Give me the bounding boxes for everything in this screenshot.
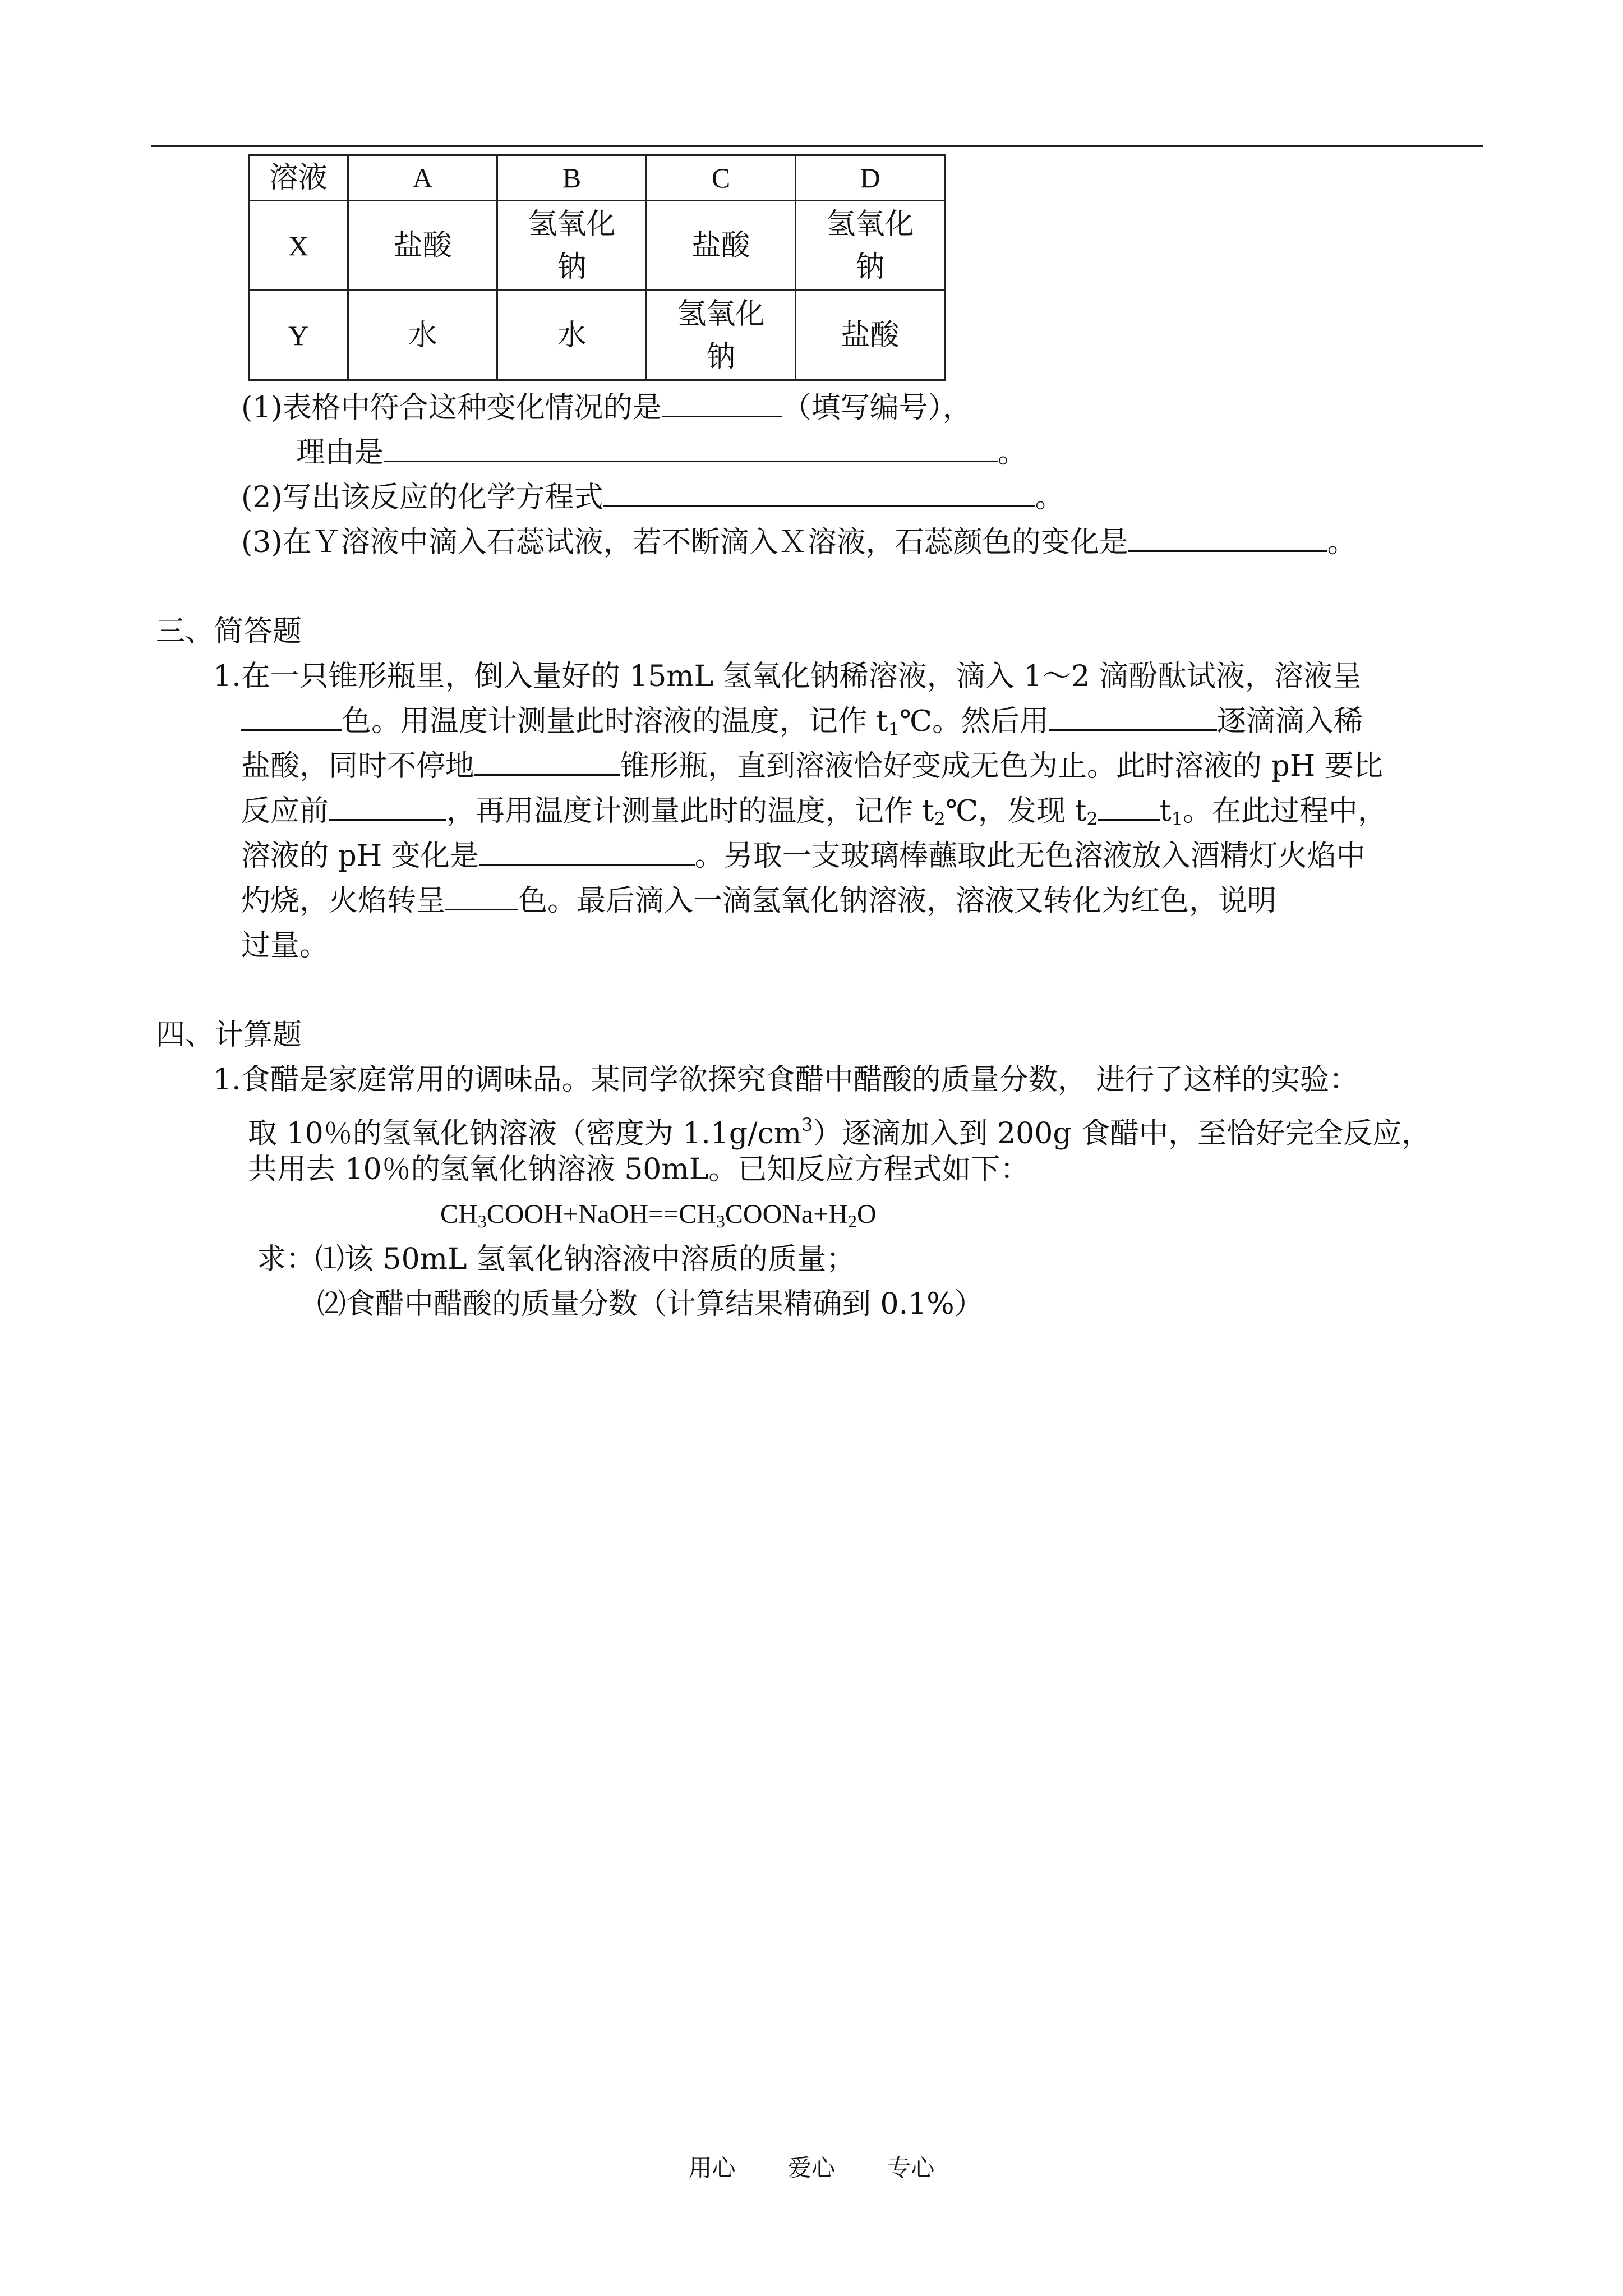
table-cell: 氢氧化 钠 — [497, 201, 647, 291]
section-title-calculation: 四、计算题 — [156, 1018, 302, 1052]
question-1: (1)表格中符合这种变化情况的是 （填写编号）， — [241, 385, 972, 430]
table-header-cell: D — [796, 155, 945, 201]
s4-line-3: 共用去 10％的氢氧化钠溶液 50mL。已知反应方程式如下： — [248, 1153, 1030, 1186]
table-row — [249, 291, 945, 380]
row-label: Y — [249, 291, 348, 380]
answer-blank[interactable] — [603, 476, 1035, 507]
footer-text: 用心 — [688, 2154, 736, 2182]
page-footer — [0, 2151, 1623, 2185]
s4-line-1: 1.食醋是家庭常用的调味品。某同学欲探究食醋中醋酸的质量分数， 进行了这样的实验： — [213, 1063, 1359, 1097]
table-cell: 氢氧化 钠 — [796, 201, 945, 291]
footer-text: 专心 — [887, 2154, 935, 2182]
table-cell: 水 — [497, 291, 647, 380]
s3-line-2: 色。用温度计测量此时溶液的温度，记作 $t_1℃$。然后用 逐滴滴入稀 — [241, 699, 1363, 752]
solution-table — [248, 154, 946, 381]
answer-blank[interactable] — [662, 386, 782, 417]
table-header-cell: B — [497, 155, 647, 201]
s4-line-5: 求：⑴该 50mL 氢氧化钠溶液中溶质的质量； — [257, 1243, 856, 1276]
answer-blank[interactable] — [384, 431, 998, 462]
s3-line-6: 灼烧，火焰转呈 色。最后滴入一滴氢氧化钠溶液，溶液又转化为红色，说明 — [241, 878, 1276, 923]
table-header-cell: A — [348, 155, 497, 201]
s4-line-6: ⑵食醋中醋酸的质量分数（计算结果精确到 0.1%） — [317, 1287, 984, 1321]
answer-blank[interactable] — [241, 700, 342, 731]
answer-blank[interactable] — [1128, 521, 1327, 552]
s3-line-1: 1.在一只锥形瓶里，倒入量好的 15mL 氢氧化钠稀溶液，滴入 1～2 滴酚酞试液，溶液呈 — [213, 660, 1362, 693]
s3-line-3: 盐酸，同时不停地 锥形瓶，直到溶液恰好变成无色为止。此时溶液的 pH 要比 — [241, 744, 1383, 789]
question-2: (2)写出该反应的化学方程式 。 — [241, 475, 1064, 520]
row-label: X — [249, 201, 348, 291]
table-row — [249, 201, 945, 291]
table-cell: 盐酸 — [796, 291, 945, 380]
header-rule — [151, 145, 1483, 147]
question-3: (3)在Ｙ溶液中滴入石蕊试液，若不断滴入Ｘ溶液，石蕊颜色的变化是 。 — [241, 520, 1357, 565]
question-1-reason: 理由是 。 — [296, 430, 1027, 475]
table-cell: 氢氧化 钠 — [647, 291, 796, 380]
answer-blank[interactable] — [1098, 790, 1160, 821]
s3-line-4: 反应前 ，再用温度计测量此时的温度，记作 $t_2℃$，发现 $t_2$ $t_1$。在此过程中， — [241, 789, 1387, 841]
answer-blank[interactable] — [329, 790, 446, 821]
s3-line-7: 过量。 — [241, 929, 329, 963]
answer-blank[interactable] — [445, 880, 518, 910]
answer-blank[interactable] — [1049, 700, 1217, 731]
s4-line-2: 取 10％的氢氧化钠溶液（密度为 $1.1g/cm^3$）逐滴加入到 200g 食醋中，至恰好完全反应， — [248, 1114, 1431, 1151]
table-cell: 盐酸 — [647, 201, 796, 291]
table-header-row — [249, 155, 945, 201]
answer-blank[interactable] — [474, 745, 620, 776]
section-title-short-answer: 三、简答题 — [156, 615, 302, 648]
answer-blank[interactable] — [479, 835, 695, 866]
reaction-equation: $CH_3COOH+NaOH==CH_3COONa+H_2O$ — [440, 1199, 877, 1231]
footer-text: 爱心 — [787, 2154, 835, 2182]
s3-line-5: 溶液的 pH 变化是 。另取一支玻璃棒蘸取此无色溶液放入酒精灯火焰中 — [241, 834, 1366, 878]
table-header-cell: 溶液 — [249, 155, 348, 201]
table-header-cell: C — [647, 155, 796, 201]
table-cell: 水 — [348, 291, 497, 380]
table-cell: 盐酸 — [348, 201, 497, 291]
